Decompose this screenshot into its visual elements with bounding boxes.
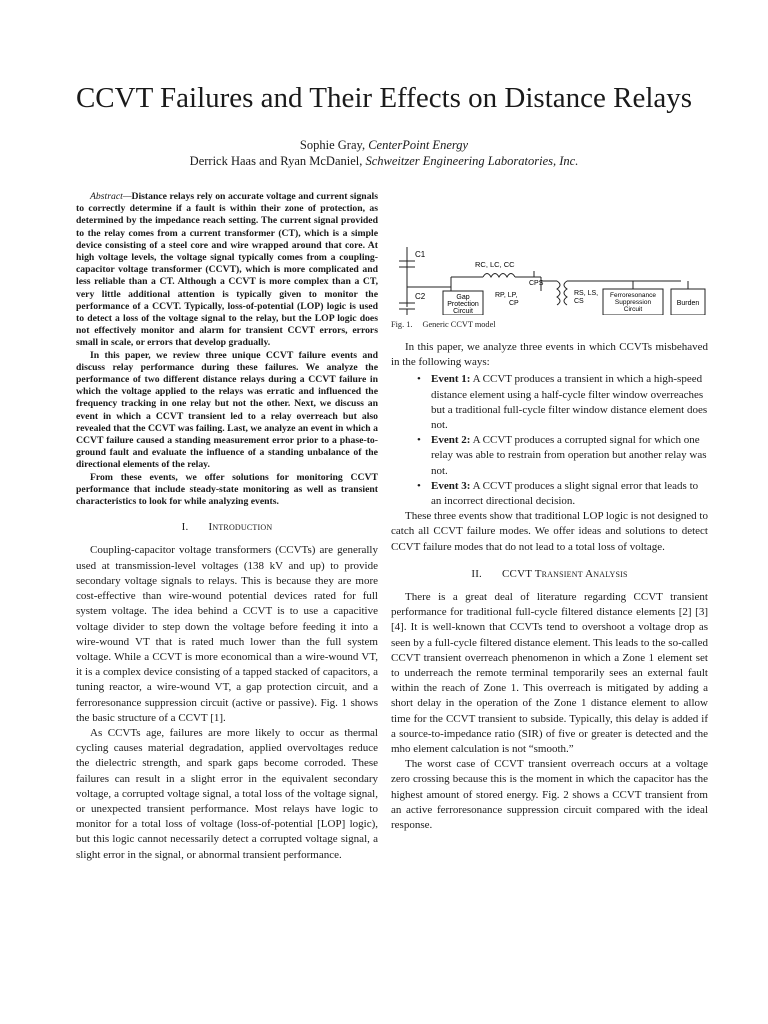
section-title: Introduction (208, 521, 273, 534)
figure-1-caption (391, 319, 708, 330)
intro-paragraph-2: As CCVTs age, failures are more likely to occur as thermal cycling causes material degradation, applied overvoltages reduce the dielectric strength, and spark gaps become corroded. These failures can result in a slight error in the equivalent secondary voltage, a corrupted voltage signal, a total loss of the voltage signal, or unexpected transient performance. Most relays have logic to monitor for a total loss of voltage (loss-of-potential [LOP] logic), but this logic cannot necessarily detect a corrupted voltage signal, a slight error in the signal, or abnormal transient performance. (76, 726, 378, 861)
bullet-icon: • (417, 434, 421, 447)
c1-label: C1 (415, 250, 426, 259)
abstract-lead: Abstract— (90, 191, 132, 202)
analysis-paragraph-1: There is a great deal of literature regarding CCVT transient performance for traditional full-cycle filtered distance elements [2] [3] [4]. It is well-known that CCVTs tend to overshoot a voltage drop as seen by a full-cycle filtered distance element. This leads to the so-called CCVT transient overreach phenomenon in which a Zone 1 element set to underreach the remote terminal temporarily sees an external fault within the reach of Zone 1. This overreach is mitigated by adding a short delay in the operation of the Zone 1 distance element to allow time for the CCVT transient to subside. Typically, this delay is added if a source-to-impedance ratio (SIR) of five or greater is detected and the mho element calculation is not “smooth.” (391, 591, 708, 756)
rc-label: RC, LC, CC (475, 260, 515, 269)
section-heading-introduction (76, 520, 378, 535)
figure-1-ccvt-model (391, 195, 708, 315)
author-names: Derrick Haas and Ryan McDaniel, (189, 154, 366, 168)
gap-label-3: Circuit (453, 308, 473, 315)
abstract-paragraph-3: From these events, we offer solutions for monitoring CCVT performance that include steady-state monitoring as well as transient characteristics to look for while analyzing events. (76, 471, 378, 508)
gap-label-1: Gap (456, 294, 470, 301)
events-intro: In this paper, we analyze three events in which CCVTs misbehaved in the following ways: (391, 341, 708, 369)
list-item (417, 433, 708, 479)
author-affiliation: CenterPoint Energy (368, 138, 469, 152)
bullet-icon: • (417, 479, 421, 492)
abstract-text: Distance relays rely on accurate voltage and current signals to correctly determine if a fault is within their zone of protection, as determined by the impedance reach setting. The current signal provided to the relay comes from a current transformer (CT), which is a simple device consisting of a steel core and wire wrapped around that core. At high voltage levels, the voltage signal typically comes from a coupling-capacitor voltage transformer (CCVT), which is more complicated and less reliable than a CT. Although a CCVT is more complex than a CT, very little additional attention is typically given to monitor the performance of a CCVT. Typically, loss-of-potential (LOP) logic is used to detect a loss of the voltage signal to the relay, but the LOP logic does not effectively monitor and alarm for transient CCVT errors, errors small in scale, or errors that develop gradually. (76, 191, 378, 349)
event-text: A CCVT produces a slight signal error that leads to an incorrect directional decision. (431, 479, 699, 508)
author-line-2 (0, 153, 768, 169)
event-text: A CCVT produces a corrupted signal for which one relay was able to restrain from operation but another relay was not. (431, 434, 707, 477)
rs-label: RS, LS, (574, 290, 599, 297)
list-item (417, 479, 708, 509)
author-line-1 (0, 137, 768, 153)
section-title: CCVT Transient Analysis (502, 567, 628, 580)
event-label: Event 2: (431, 434, 471, 447)
cps-label: CPS (529, 280, 544, 287)
ferro-label-2: Suppression (614, 299, 652, 306)
bullet-icon: • (417, 373, 421, 386)
abstract-paragraph-2: In this paper, we review three unique CCVT failure events and discuss relay performance during these failures. We analyze the performance of two different distance relays during a CCVT failure in which the voltage applied to the relays was erratic and influenced the frequency tracking in one relay but not the other. Next, we discuss an event in which a CCVT transient led to a relay overreach but also revealed that the CCVT was failing. Last, we analyze an event in which a CCVT failure caused a standing measurement error prior to a phase-to-ground fault and evaluate the influence of a standing unbalance of the directional elements of the relay. (76, 349, 378, 471)
ferro-label-1: Ferroresonance (610, 292, 656, 299)
author-affiliation: Schweitzer Engineering Laboratories, Inc. (365, 154, 579, 168)
intro-paragraph-1: Coupling-capacitor voltage transformers (CCVTs) are generally used at transmission-level voltages (138 kV and up) to provide secondary voltage signals to relays. This is because they are more cost-effective than wire-wound potential devices rated for full system voltage. The idea behind a CCVT is to use a capacitive voltage divider to step down the voltage before feeding it into a wire-wound VT that is rated much lower than the full system voltage. While a CCVT is more economical than a wire-wound VT, it is a complex device consisting of a tapped stacked of capacitors, a tuning reactor, a wire-wound VT, a gap protection circuit, and a ferroresonance suppression circuit (active or passive). Fig. 1 shows the basic structure of a CCVT [1]. (76, 544, 378, 724)
analysis-paragraph-2: The worst case of CCVT transient overreach occurs at a voltage zero crossing because this is the moment in which the capacitor has the highest amount of stored energy. Fig. 2 shows a CCVT transient from an active ferroresonance suppression circuit compared with the ideal response. (391, 758, 708, 832)
figure-label: Fig. 1. (391, 320, 413, 329)
paper-title: CCVT Failures and Their Effects on Distance Relays (75, 82, 693, 114)
section-heading-ccvt-transient-analysis (391, 567, 708, 582)
burden-label: Burden (676, 300, 700, 307)
c2-label: C2 (415, 292, 426, 301)
rp-label: RP, LP, (495, 292, 518, 299)
cp-label: CP (509, 300, 519, 307)
left-column (76, 191, 378, 863)
abstract-paragraph (76, 191, 378, 350)
event-text: A CCVT produces a transient in which a high-speed distance element using a half-cycle filter window overreaches but a traditional full-cycle filter window distance element does not. (431, 373, 708, 432)
ccvt-schematic (391, 195, 708, 315)
author-names: Sophie Gray, (299, 138, 369, 152)
event-label: Event 3: (431, 479, 471, 492)
section-number: I. (181, 521, 189, 534)
after-events-paragraph: These three events show that traditional LOP logic is not designed to catch all CCVT failure modes. We offer ideas and solutions to detect CCVT failure modes that do not lead to a total loss of voltage. (391, 510, 708, 553)
list-item (417, 372, 708, 433)
cs-label: CS (574, 298, 584, 305)
ferro-label-3: Circuit (623, 306, 643, 313)
event-label: Event 1: (431, 373, 471, 386)
section-number: II. (471, 567, 483, 580)
figure-caption-text: Generic CCVT model (422, 320, 496, 329)
right-column (391, 191, 708, 833)
gap-label-2: Protection (447, 301, 479, 308)
events-list (391, 372, 708, 509)
